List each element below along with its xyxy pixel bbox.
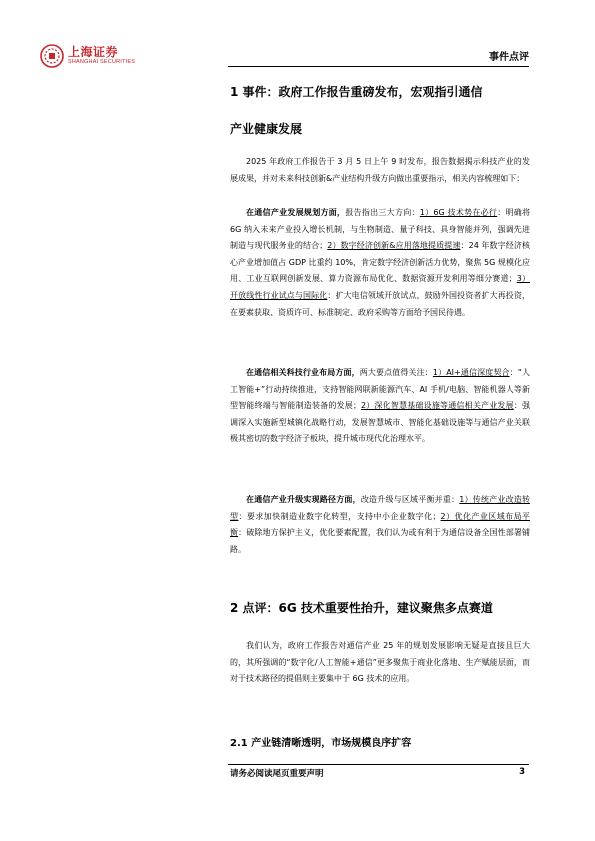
logo-english-name: SHANGHAI SECURITIES (68, 59, 136, 65)
section-2-1-heading-text: 2.1 产业链清晰透明，市场规模良序扩容 (230, 738, 412, 749)
point-smart-infrastructure: 2）深化智慧基础设施等通信相关产业发展 (360, 401, 514, 411)
section-1-heading-line-1: 1 事件：政府工作报告重磅发布，宏观指引通信 (230, 85, 483, 99)
section-2-1-heading (230, 734, 530, 749)
section-1-paragraph-tech-layout (230, 365, 530, 448)
point-6g: 1）6G 技术势在必行 (419, 208, 498, 217)
section-1-heading-line-2: 产业健康发展 (230, 122, 303, 136)
section-2-paragraph: 我们认为，政府工作报告对通信产业 25 年的规划发展影响无疑是直接且巨大的，其所强调的“数字化/人工智能+通信”更多聚焦于商业化落地、生产赋能层面，而对于技术路径的提倡则主要集中于 6G 技术的应用。 (230, 641, 530, 684)
point-regional-balance: 2）优化产业区域布局平衡 (230, 511, 531, 538)
report-type-label: 事件点评 (489, 52, 529, 63)
footer-divider (228, 764, 529, 765)
paragraph-text: ：24 年数字经济核心产业增加值占 GDP 比重约 10%，肯定数字经济创新活力优势，聚焦 5G 规模化应用、工业互联网创新发展、算力资源布局优化、数据资源开发利用等细分赛道； (230, 241, 531, 284)
point-traditional-industry: 1）传统产业改造转型 (230, 495, 530, 521)
paragraph-text: ：扩大电信领域开放试点，鼓励外国投资者扩大再投资，在要素获取、资质许可、标准制定、政府采购等方面给予国民待遇。 (230, 290, 531, 317)
paragraph-text: ：“人工智能+”行动持续推进，支持智能网联新能源汽车、AI 手机/电脑、智能机器人等新型智能终端与智能制造装备的发展； (230, 368, 531, 411)
paragraph-lead: 在通信相关科技行业布局方面， (246, 368, 360, 377)
footer-disclaimer: 请务必阅读尾页重要声明 (230, 769, 324, 779)
paragraph-text: 报告指出三大方向： (345, 208, 420, 217)
section-1-paragraph-telecom-planning (230, 205, 530, 321)
point-ai-telecom: 1）AI+通信深度契合 (432, 368, 510, 377)
header-divider (228, 66, 529, 67)
point-opening-up: 3）开放线性行业试点与国际化 (230, 274, 531, 300)
brand-logo (40, 44, 135, 68)
paragraph-text: ：破除地方保护主义，优化要素配置，我们认为或有利于为通信设备全国性部署铺路。 (230, 528, 531, 554)
paragraph-text: ：要求加快制造业数字化转型，支持中小企业数字化； (238, 511, 441, 521)
section-1-heading (230, 74, 530, 148)
page-number: 3 (519, 767, 525, 777)
logo-icon (40, 44, 64, 68)
paragraph-text: 改造升级与区域平衡并重： (360, 495, 460, 504)
paragraph-lead: 在通信产业升级实现路径方面， (246, 495, 361, 504)
logo-chinese-name: 上海证券 (68, 45, 119, 59)
paragraph-lead: 在通信产业发展规划方面， (246, 208, 346, 217)
paragraph-text: ：明确将 6G 纳入未来产业投入增长机制，与生物制造、量子科技、具身智能并列，强调先进制造与现代服务业的结合； (230, 208, 531, 251)
section-1-paragraph-upgrade-path (230, 492, 530, 558)
point-digital-economy: 2）数字经济创新&应用落地提质提速 (327, 241, 461, 251)
page-header (0, 0, 595, 70)
paragraph-text: ：强调深入实施新型城镇化战略行动，发展智慧城市、智能化基础设施等与通信产业关联极其密切的数字经济子板块，提升城市现代化治理水平。 (230, 401, 531, 444)
section-1-intro: 2025 年政府工作报告于 3 月 5 日上午 9 时发布，报告数据揭示科技产业的发展成果，并对未来科技创新&产业结构升级方向做出重要指示，相关内容梳理如下： (230, 157, 530, 183)
paragraph-text: 两大要点值得关注： (359, 368, 433, 377)
section-2-heading-text: 2 点评：6G 技术重要性抬升，建议聚焦多点赛道 (230, 601, 493, 615)
section-2-heading (230, 590, 530, 627)
